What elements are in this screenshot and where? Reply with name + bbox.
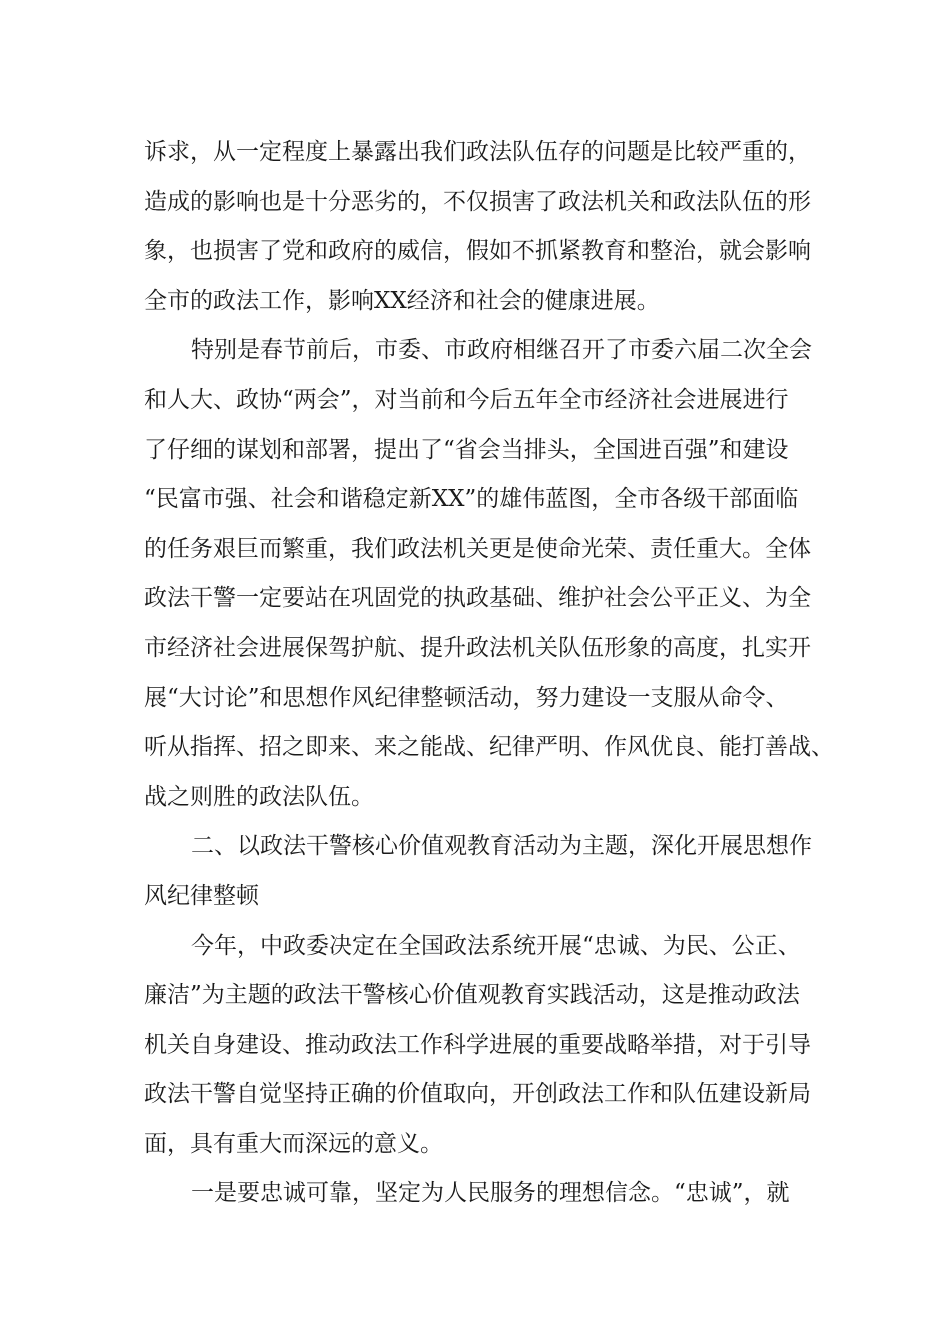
text-line: 战之则胜的政法队伍。	[144, 783, 374, 810]
text-line: 廉洁”为主题的政法干警核心价值观教育实践活动，这是推动政法	[144, 982, 800, 1009]
text-line: 了仔细的谋划和部署，提出了“省会当排头，全国进百强”和建设	[144, 436, 789, 463]
document-body	[144, 128, 834, 1219]
text-line: 风纪律整顿	[144, 882, 259, 909]
text-line: 机关自身建设、推动政法工作科学进展的重要战略举措，对于引导	[144, 1031, 811, 1058]
text-line: “民富市强、社会和谐稳定新XX”的雄伟蓝图，全市各级干部面临	[144, 486, 799, 513]
text-line: 特别是春节前后，市委、市政府相继召开了市委六届二次全会	[191, 337, 812, 364]
text-line: 的任务艰巨而繁重，我们政法机关更是使命光荣、责任重大。全体	[144, 535, 811, 562]
text-line: 面，具有重大而深远的意义。	[144, 1130, 443, 1157]
text-line: 全市的政法工作，影响XX经济和社会的健康进展。	[144, 287, 660, 314]
text-line: 展“大讨论”和思想作风纪律整顿活动，努力建设一支服从命令、	[144, 684, 789, 711]
text-line: 一是要忠诚可靠，坚定为人民服务的理想信念。“忠诚”，就	[191, 1180, 790, 1207]
text-line: 市经济社会进展保驾护航、提升政法机关队伍形象的高度，扎实开	[144, 634, 811, 661]
text-line: 造成的影响也是十分恶劣的，不仅损害了政法机关和政法队伍的形	[144, 188, 811, 215]
text-line: 今年，中政委决定在全国政法系统开展“忠诚、为民、公正、	[191, 932, 801, 959]
text-line: 和人大、政协“两会”，对当前和今后五年全市经济社会进展进行	[144, 386, 789, 413]
text-line: 政法干警自觉坚持正确的价值取向，开创政法工作和队伍建设新局	[144, 1081, 811, 1108]
text-line: 诉求，从一定程度上暴露出我们政法队伍存的问题是比较严重的，	[144, 139, 811, 165]
text-line: 象，也损害了党和政府的威信，假如不抓紧教育和整治，就会影响	[144, 238, 811, 265]
text-line: 二、以政法干警核心价值观教育活动为主题，深化开展思想作	[191, 833, 812, 860]
text-line: 政法干警一定要站在巩固党的执政基础、维护社会公平正义、为全	[144, 585, 811, 612]
text-line: 听从指挥、招之即来、来之能战、纪律严明、作风优良、能打善战、	[144, 734, 834, 761]
